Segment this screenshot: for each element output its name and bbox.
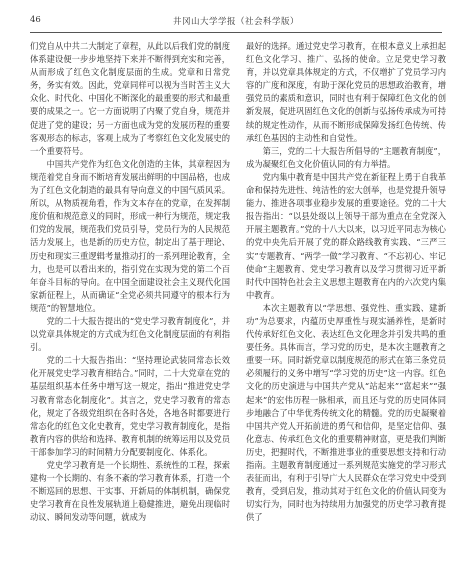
left-column bbox=[30, 40, 230, 560]
journal-title: 井冈山大学学报（社会科学版） bbox=[172, 17, 299, 27]
page-number: 46 bbox=[30, 15, 41, 25]
right-column bbox=[246, 40, 446, 560]
paragraph: 们党自从中共二大制定了章程，从此以后我们党的制度体系建设便一步步地坚持下来并不断得到充实和完善，从而形成了红色文化制度层面的生成。党章和日常党务，务实有效。因此，党章同样可以视为当时苦主义大众化、时代化、中国化不断深化的最重要的形式和最重要的成果之一。它一方面说明了内聚了党自身，规范并促进了党的建设；另一方面也成为党的发展历程的重要客观形态的标志，客观上成为了考察红色文化发展史的一个重要符号。 bbox=[30, 41, 230, 156]
paragraph: 党的二十大报告提出的“党史学习教育制度化”，并以党章具体规定的方式成为红色文化制度层面的有利指引。 bbox=[30, 315, 230, 353]
paragraph: 中国共产党作为红色文化创造的主体，其章程因为规范着党自身而不断培育发展出鲜明的中国品格，也成为了红色文化制造的最具有导向意义的中国气质风采。所以，从物质视角看，作为文本存在的党章，在发挥制度价值和规范意义的同时，形成一种行为规范，规定我们党的发展，规范我们党员引导，党员行为的人民规范活力发展上，也是新的历史方位，制定出了基于理论、历史和现实三重逻辑考量推动打的一系列理论教育，全力，也是可以看出来的，指引党在实现为党的第二个百年奋斗目标的导向。在中国全面建设社会主义现代化国家新征程上，从而确证“全党必须共同遵守的根本行为规范”的智慧地位。 bbox=[30, 158, 230, 313]
paragraph: 党的二十大报告指出：“坚持理论武装同常态长效化开展党史学习教育相结合。”同时，二十大党章在党的基层组织基本任务中增写这一规定，指出“推进党史学习教育常态化制度化”。其言之，党史学习教育的常态化，规定了各级党组织在各时各处，各地各时都要进行常态化的红色文化史教育，党史学习教育制度化，是指教育内容的供给和选择、教育机制的统筹运用以及党员干部参加学习的时间精力分配要制度化、体系化。 bbox=[30, 355, 230, 457]
paragraph: 党内集中教育是中国共产党在新征程上勇于自我革命和保持先进性、纯洁性的宏大创举，也是党提升领导能力、推进各项事业稳步发展的重要途径。党的二十大报告指出：“以县处级以上领导干部为重点在全党深入开展主题教育。”党的十八大以来，以习近平同志为核心的党中央先后开展了党的群众路线教育实践、“三严三实”专题教育、“两学一做”学习教育、“不忘初心、牢记使命”主题教育、党史学习教育以及学习贯彻习近平新时代中国特色社会主义思想主题教育在内的六次党内集中教育。 bbox=[246, 171, 446, 300]
paragraph: 党史学习教育是一个长期性、系统性的工程，探索建构一个长期的、有条不紊的学习教育体系，打造一个不断巡回的思想、干实事、开新局的体制机制，确保党史学习教育在良性发展轨道上稳健推进，避免出现临时动议、瞬间发动等问题，就成为 bbox=[30, 460, 230, 523]
paragraph: 本次主题教育以“学思想、强党性、重实践、建新功”为总要求，内蕴历史厚重性与现实涵养性，是新时代传承好红色文化、表达红色文化理念并引发共鸣的重要任务。具体而言，学习党的历史，是本次主题教育之重要一环。同时新党章以制度规范的形式在第三条党员必须履行的义务中增写“学习党的历史”这一内容。红色文化的历史演进与中国共产党从“站起来”“富起来”“强起来”的宏伟历程一脉相承，而且还与党的历史同体同步地融合了中华优秀传统文化的精髓。党的历史凝聚着中国共产党人开拓前进的勇气和信仰，是坚定信仰、强化意志、传承红色文化的重要精神财富，更是我们判断历史，把握时代，不断推进事业的重要思想支持和行动指南。主题教育制度通过一系列规范实施党的学习形式表征而出，有利于引导广大人民群众在学习党史中受到教育，受到启发，推动其对于红色文化的价值认同变为切实行为，同时也为持续用力加强党的历史学习教育提供了 bbox=[246, 302, 446, 523]
paragraph: 最好的选择。通过党史学习教育，在根本意义上承担起红色文化学习、推广、弘扬的使命。立足党史学习教育，并以党章具体规定的方式，不仅增扩了党员学习内容的广度和深度，有助于深化党员的思想政治教育，增强党员的素质和意识，同时也有利于保障红色文化的创新发展，促进巩固红色文化的创新与弘扬传承成为可持续的规定性动作，从而不断形成保障发扬红色传统、传承红色基因的主动性和自觉性。 bbox=[246, 41, 446, 143]
paragraph: 第三，党的二十大报告所倡导的“主题教育制度”，成为凝聚红色文化价值认同的有力举措。 bbox=[246, 145, 446, 169]
running-header bbox=[30, 10, 442, 33]
